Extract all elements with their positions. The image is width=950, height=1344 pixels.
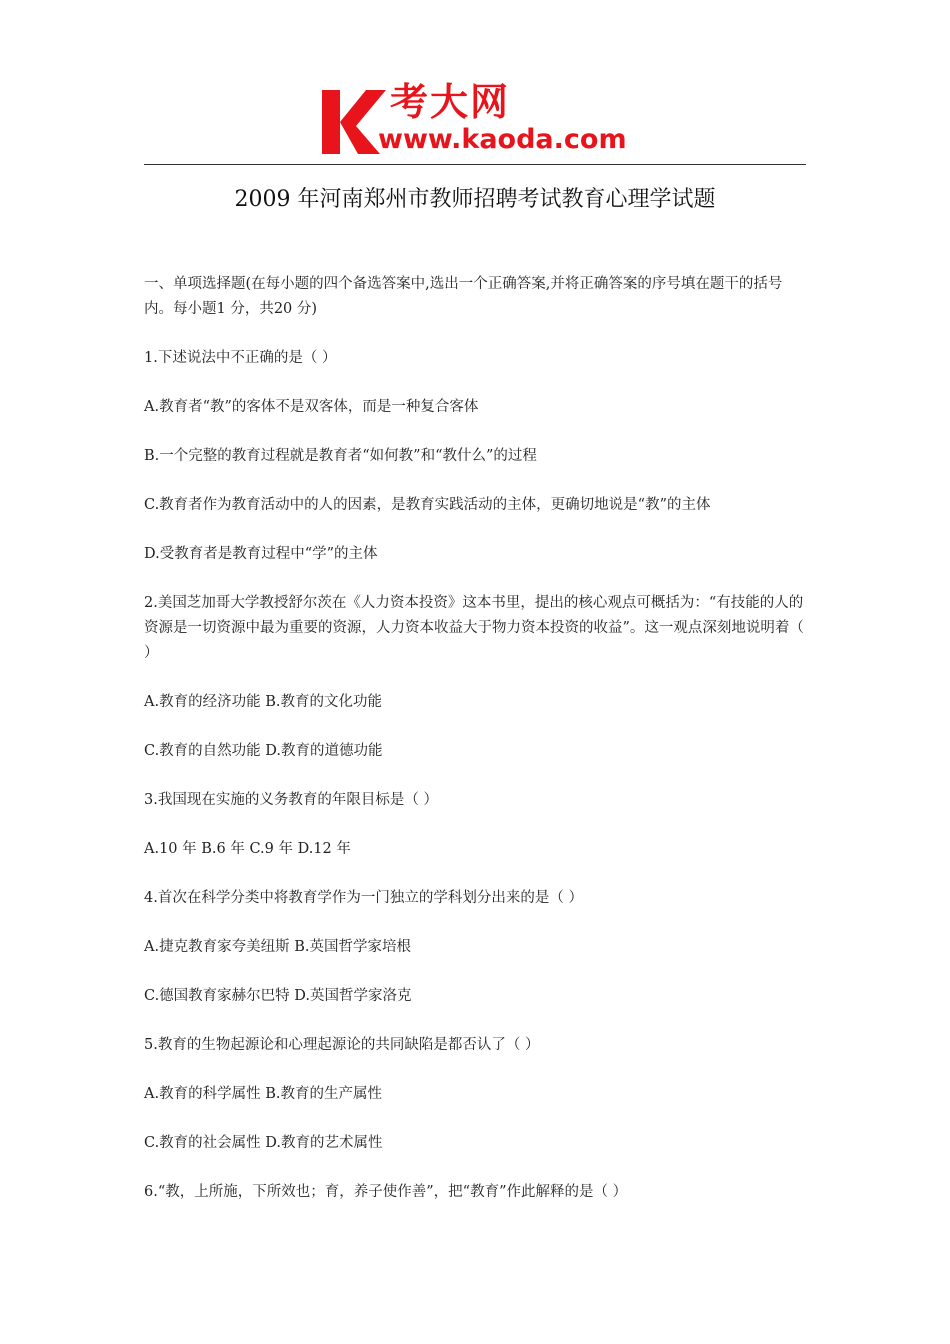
question-line: 3.我国现在实施的义务教育的年限目标是（ ） xyxy=(144,792,438,808)
document-body xyxy=(144,272,808,1229)
option-line: B.一个完整的教育过程就是教育者“如何教”和“教什么”的过程 xyxy=(144,448,537,464)
question-line: 5.教育的生物起源论和心理起源论的共同缺陷是都否认了（ ） xyxy=(144,1037,540,1053)
option-line: C.教育的自然功能 D.教育的道德功能 xyxy=(144,743,383,759)
logo-url-text: www.kaoda.com xyxy=(378,124,627,155)
option-line: A.捷克教育家夸美纽斯 B.英国哲学家培根 xyxy=(144,939,411,955)
option-line: C.教育的社会属性 D.教育的艺术属性 xyxy=(144,1135,383,1151)
option-line: C.德国教育家赫尔巴特 D.英国哲学家洛克 xyxy=(144,988,412,1004)
option-line: A.教育的经济功能 B.教育的文化功能 xyxy=(144,694,382,710)
logo-brand-text: 考大网 xyxy=(390,80,511,124)
question-line: 1.下述说法中不正确的是（ ） xyxy=(144,350,337,366)
question-line: 6.“教，上所施，下所效也；育，养子使作善”，把“教育”作此解释的是（ ） xyxy=(144,1184,628,1200)
option-line: C.教育者作为教育活动中的人的因素，是教育实践活动的主体，更确切地说是“教”的主体 xyxy=(144,497,711,513)
section-heading: 一、单项选择题(在每小题的四个备选答案中,选出一个正确答案,并将正确答案的序号填在题干的括号内。每小题1 分，共20 分) xyxy=(144,276,783,317)
option-line: D.受教育者是教育过程中“学”的主体 xyxy=(144,546,378,562)
option-line: A.教育的科学属性 B.教育的生产属性 xyxy=(144,1086,382,1102)
option-line: A.10 年 B.6 年 C.9 年 D.12 年 xyxy=(144,841,351,857)
question-line: 4.首次在科学分类中将教育学作为一门独立的学科划分出来的是（ ） xyxy=(144,890,583,906)
header-divider xyxy=(144,164,806,165)
kaoda-logo xyxy=(318,80,638,162)
option-line: A.教育者“教”的客体不是双客体，而是一种复合客体 xyxy=(144,399,479,415)
page-title: 2009 年河南郑州市教师招聘考试教育心理学试题 xyxy=(234,187,716,212)
question-line: 2.美国芝加哥大学教授舒尔茨在《人力资本投资》这本书里，提出的核心观点可概括为：“有技能的人的资源是一切资源中最为重要的资源，人力资本收益大于物力资本投资的收益”。这一观点深刻地说明着（ ） xyxy=(144,595,804,661)
